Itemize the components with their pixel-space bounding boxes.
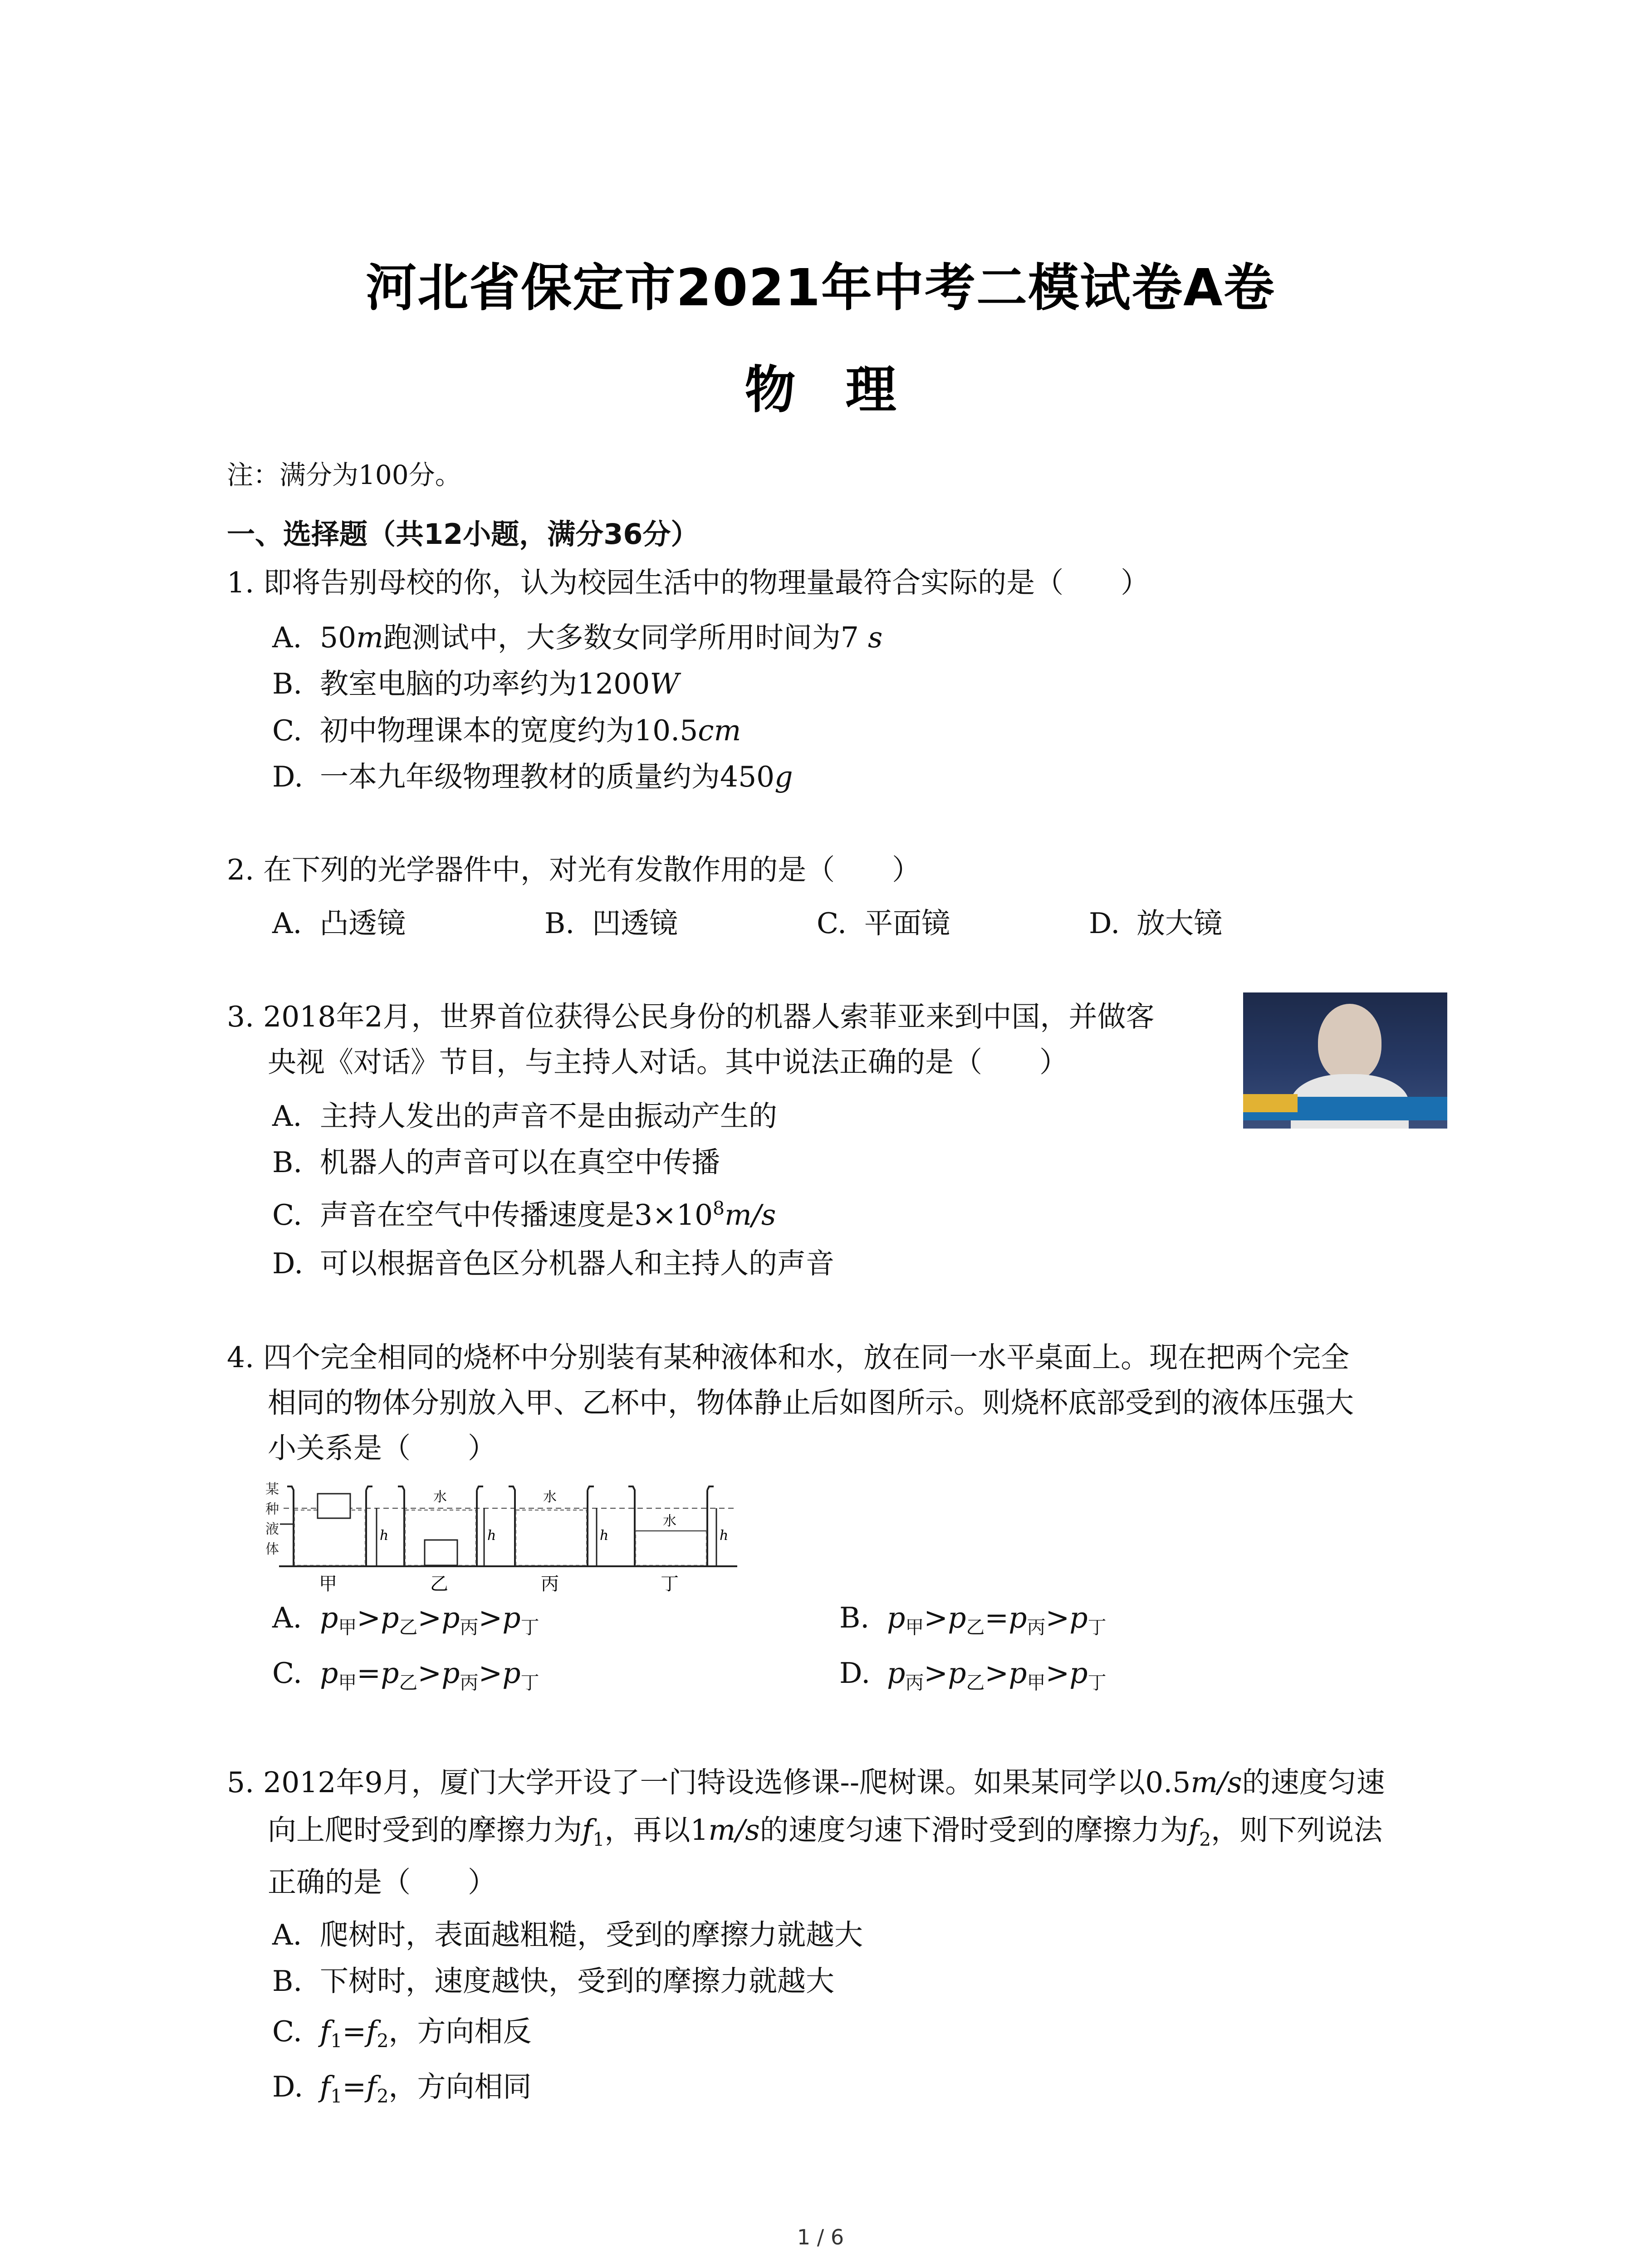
- question-2-option-d: D. 放大镜: [1089, 907, 1222, 940]
- height-label: h: [380, 1528, 389, 1544]
- height-label: h: [487, 1528, 496, 1544]
- question-1-option-d: D. 一本九年级物理教材的质量约为450g: [272, 760, 793, 793]
- liquid-label-3: 液: [265, 1521, 279, 1537]
- question-5-option-d: D. $f_1=f_2$，方向相同: [272, 2070, 532, 2107]
- question-3-option-d: D. 可以根据音色区分机器人和主持人的声音: [272, 1247, 834, 1280]
- beaker-ding: [628, 1486, 728, 1594]
- option-letter: A.: [272, 621, 302, 654]
- question-1-stem: 1. 即将告别母校的你，认为校园生活中的物理量最符合实际的是（ ）: [227, 566, 1150, 599]
- option-letter: D.: [272, 760, 304, 793]
- question-3-option-a: A. 主持人发出的声音不是由振动产生的: [272, 1100, 777, 1133]
- section-heading: 一、选择题（共12小题，满分36分）: [227, 518, 699, 551]
- water-label: 水: [663, 1513, 676, 1529]
- height-label: h: [600, 1528, 609, 1544]
- beaker-label-yi: 乙: [430, 1574, 448, 1594]
- question-5-option-b: B. 下树时，速度越快，受到的摩擦力就越大: [272, 1965, 834, 1998]
- question-2-option-b: B. 凹透镜: [544, 907, 678, 940]
- liquid-label-2: 种: [265, 1501, 279, 1517]
- question-2-option-a: A. 凸透镜: [272, 907, 406, 940]
- question-5-stem-line-1: 5. 2012年9月，厦门大学开设了一门特设选修课--爬树课。如果某同学以0.5m/s的速度匀速: [227, 1766, 1385, 1799]
- water-label: 水: [433, 1489, 447, 1505]
- question-2-option-c: C. 平面镜: [817, 907, 950, 940]
- question-5-stem-line-3: 正确的是（ ）: [268, 1866, 496, 1899]
- question-4-option-b: B. $p_甲>p_乙=p_丙>p_丁$: [839, 1601, 1107, 1638]
- question-5-option-a: A. 爬树时，表面越粗糙，受到的摩擦力就越大: [272, 1918, 863, 1951]
- option-letter: C.: [272, 714, 302, 747]
- robot-head-shape: [1318, 1004, 1381, 1081]
- robot-sophia-photo: [1243, 992, 1447, 1129]
- beaker-label-ding: 丁: [661, 1574, 679, 1594]
- beaker-label-bing: 丙: [541, 1574, 559, 1594]
- question-3-stem-line-1: 3. 2018年2月，世界首位获得公民身份的机器人索菲亚来到中国，并做客: [227, 1000, 1155, 1033]
- beakers-figure: [265, 1476, 755, 1599]
- object-block: [318, 1494, 350, 1518]
- height-label: h: [720, 1528, 729, 1544]
- score-note: 注：满分为100分。: [227, 459, 461, 490]
- question-5-option-c: C. $f_1=f_2$，方向相反: [272, 2015, 532, 2052]
- beaker-yi: [398, 1486, 496, 1594]
- object-block: [425, 1540, 457, 1565]
- beaker-label-jia: 甲: [319, 1574, 337, 1594]
- liquid-label-1: 某: [265, 1481, 279, 1497]
- question-4-stem-line-2: 相同的物体分别放入甲、乙杯中，物体静止后如图所示。则烧杯底部受到的液体压强大: [268, 1386, 1354, 1419]
- question-1-option-c: C. 初中物理课本的宽度约为10.5cm: [272, 714, 741, 747]
- question-1-option-a: A. 50m跑测试中，大多数女同学所用时间为7 s: [272, 621, 883, 654]
- question-3-option-b: B. 机器人的声音可以在真空中传播: [272, 1146, 720, 1179]
- question-4-option-c: C. $p_甲=p_乙>p_丙>p_丁$: [272, 1657, 539, 1694]
- question-5-stem-line-2: 向上爬时受到的摩擦力为$f_1$，再以1m/s的速度匀速下滑时受到的摩擦力为$f_2$，则下列说法: [268, 1813, 1383, 1851]
- question-3-stem-line-2: 央视《对话》节目，与主持人对话。其中说法正确的是（ ）: [268, 1046, 1068, 1079]
- beaker-jia: [287, 1486, 388, 1594]
- option-letter: B.: [272, 667, 303, 700]
- water-label: 水: [543, 1489, 557, 1505]
- question-4-stem-line-3: 小关系是（ ）: [268, 1432, 496, 1465]
- liquid-label-4: 体: [265, 1541, 279, 1557]
- question-4-option-d: D. $p_丙>p_乙>p_甲>p_丁$: [839, 1657, 1107, 1694]
- question-1-option-b: B. 教室电脑的功率约为1200W: [272, 667, 680, 700]
- logo-bar: [1243, 1094, 1298, 1112]
- question-3-option-c: C. 声音在空气中传播速度是$3\times 10^8m/s$: [272, 1198, 776, 1232]
- question-4-option-a: A. $p_甲>p_乙>p_丙>p_丁$: [272, 1601, 539, 1638]
- page-number: 1 / 6: [797, 2225, 844, 2249]
- exam-title: 河北省保定市2021年中考二模试卷A卷: [366, 259, 1275, 318]
- question-4-stem-line-1: 4. 四个完全相同的烧杯中分别装有某种液体和水，放在同一水平桌面上。现在把两个完全: [227, 1341, 1350, 1374]
- beaker-bing: [509, 1486, 608, 1594]
- question-2-stem: 2. 在下列的光学器件中，对光有发散作用的是（ ）: [227, 853, 921, 886]
- subject-title: 物理: [745, 361, 946, 420]
